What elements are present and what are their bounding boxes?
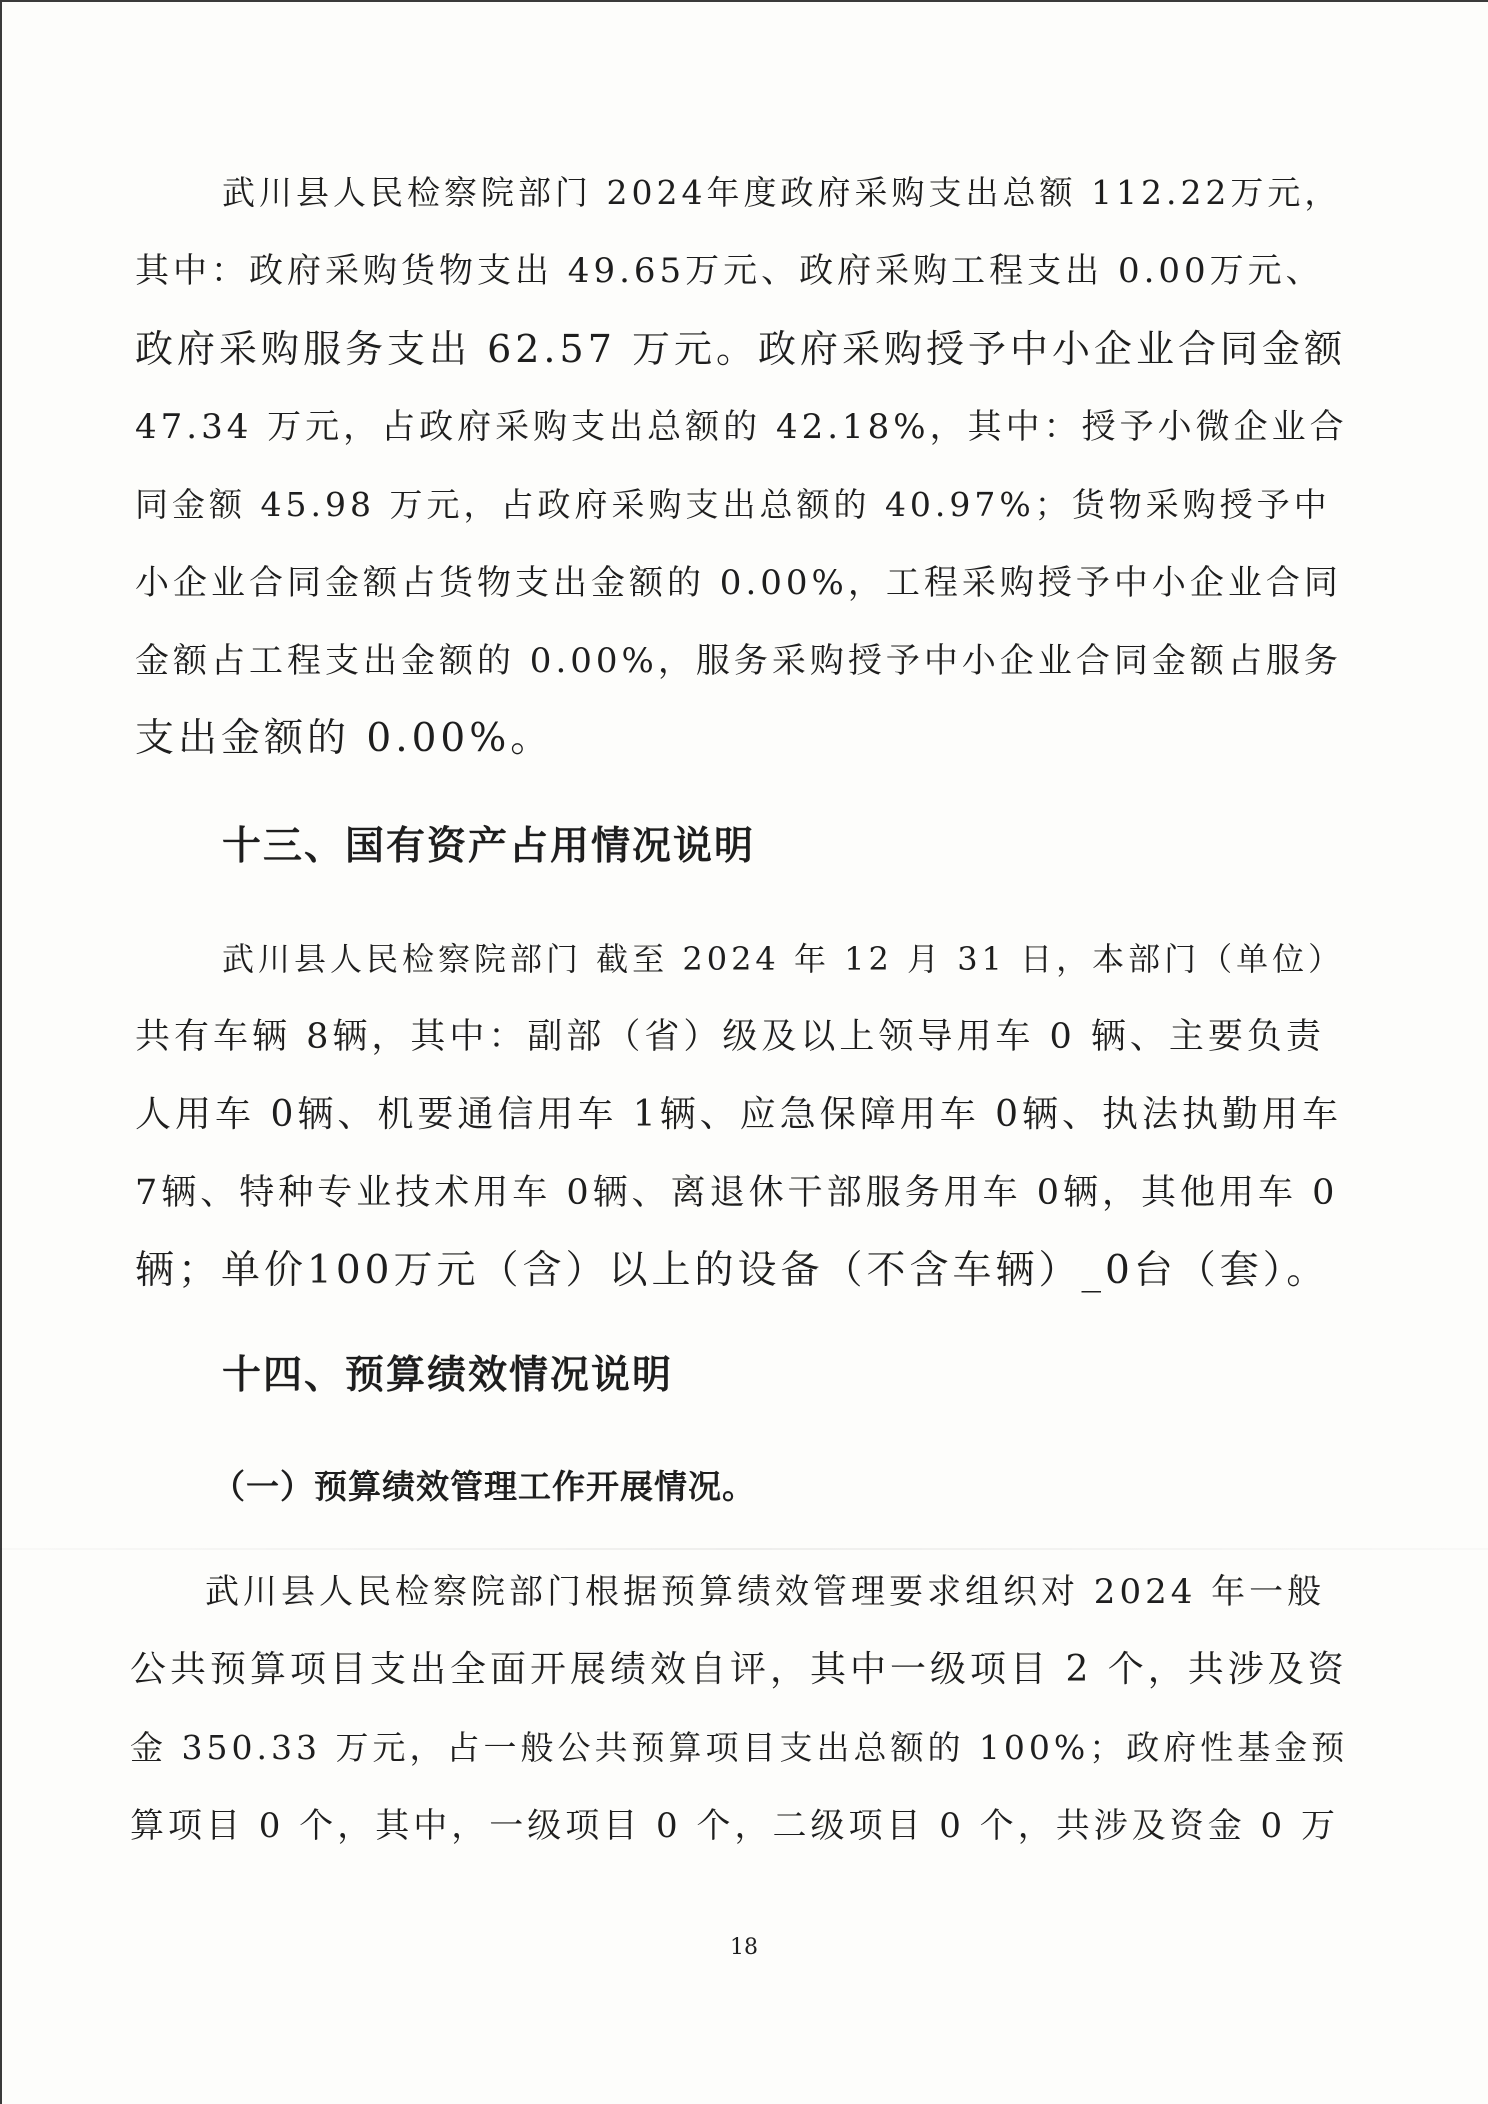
paragraph-line: 政府采购服务支出 62.57 万元。政府采购授予中小企业合同金额: [135, 327, 1346, 371]
paragraph-line: 7辆、特种专业技术用车 0辆、离退休干部服务用车 0辆，其他用车 0: [135, 1173, 1339, 1213]
paragraph-line: 公共预算项目支出全面开展绩效自评，其中一级项目 2 个，共涉及资: [130, 1649, 1348, 1690]
paragraph-line: 武川县人民检察院部门 2024年度政府采购支出总额 112.22万元，: [222, 173, 1342, 212]
paragraph-line: 金 350.33 万元，占一般公共预算项目支出总额的 100%；政府性基金预: [130, 1728, 1349, 1767]
paragraph-line: 共有车辆 8辆，其中：副部（省）级及以上领导用车 0 辆、主要负责: [135, 1017, 1325, 1057]
paragraph-line: 人用车 0辆、机要通信用车 1辆、应急保障用车 0辆、执法执勤用车: [135, 1094, 1343, 1135]
section-heading-state-assets: 十三、国有资产占用情况说明: [222, 824, 756, 869]
section-heading-budget-performance: 十四、预算绩效情况说明: [222, 1353, 674, 1398]
paragraph-line: 47.34 万元，占政府采购支出总额的 42.18%，其中：授予小微企业合: [135, 407, 1348, 447]
page-number: 18: [730, 1935, 758, 1960]
paragraph-line: 小企业合同金额占货物支出金额的 0.00%，工程采购授予中小企业合同: [135, 563, 1342, 603]
paragraph-line: 金额占工程支出金额的 0.00%，服务采购授予中小企业合同金额占服务: [135, 641, 1342, 681]
paragraph-line: 辆；单价100万元（含）以上的设备（不含车辆）_0台（套）。: [135, 1248, 1330, 1293]
paragraph-line: 支出金额的 0.00%。: [135, 716, 554, 761]
paragraph-line: 同金额 45.98 万元，占政府采购支出总额的 40.97%；货物采购授予中: [135, 485, 1331, 524]
paragraph-line: 武川县人民检察院部门根据预算绩效管理要求组织对 2024 年一般: [205, 1572, 1326, 1612]
paragraph-line: 其中：政府采购货物支出 49.65万元、政府采购工程支出 0.00万元、: [135, 251, 1324, 291]
scan-artifact-line: [0, 1548, 1488, 1550]
paragraph-line: 武川县人民检察院部门 截至 2024 年 12 月 31 日，本部门（单位）: [222, 940, 1345, 978]
paragraph-line: 算项目 0 个，其中，一级项目 0 个，二级项目 0 个，共涉及资金 0 万: [130, 1806, 1339, 1846]
subsection-heading: （一）预算绩效管理工作开展情况。: [212, 1467, 756, 1506]
